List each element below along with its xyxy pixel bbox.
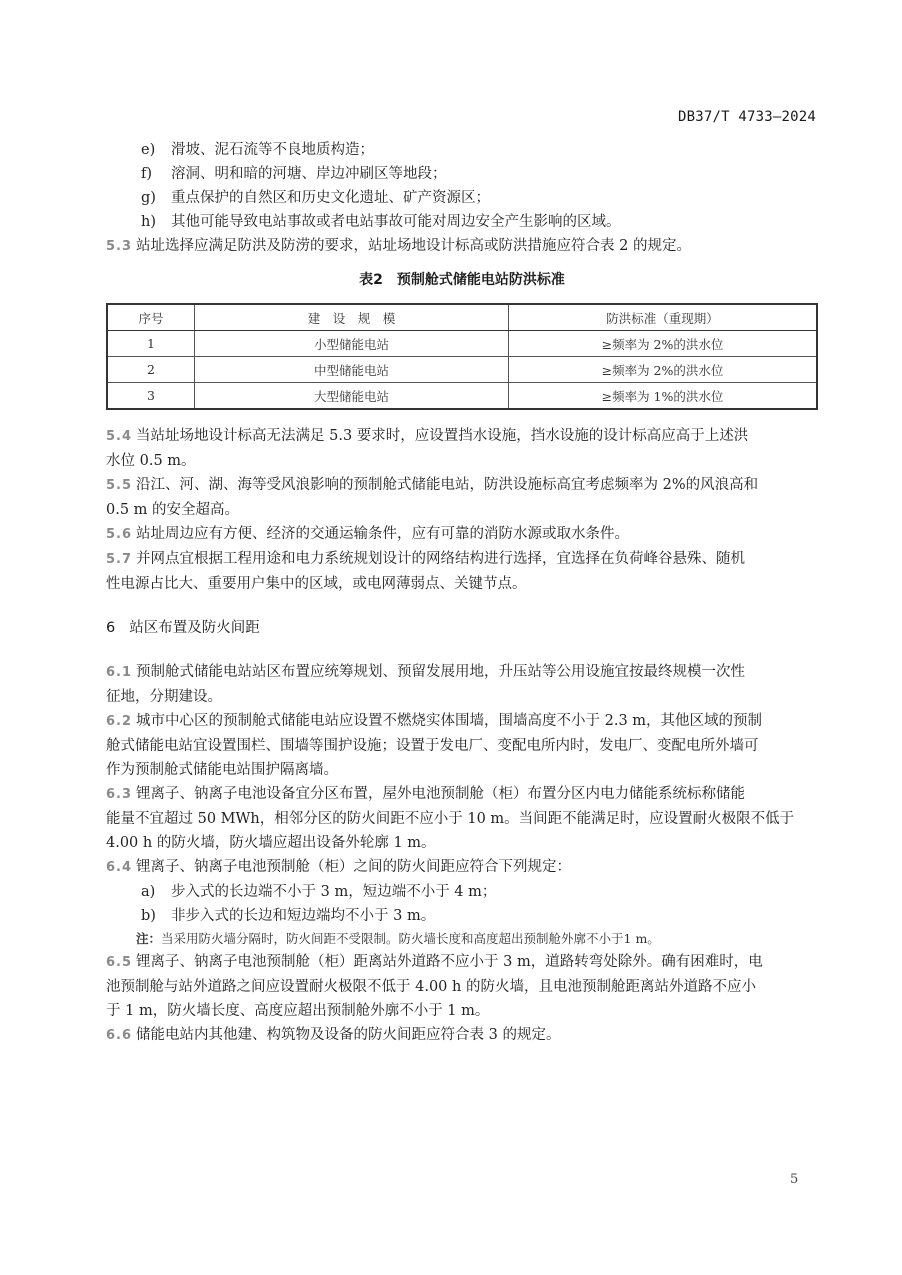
clause-6-2 (106, 709, 818, 782)
list-item (106, 138, 818, 162)
clause-text: 作为预制舱式储能电站围护隔离墙。 (106, 762, 338, 778)
list-text: 重点保护的自然区和历史文化遗址、矿产资源区； (171, 190, 490, 206)
clause-6-6 (106, 1023, 818, 1048)
list-marker: h) (141, 214, 156, 230)
table-cell: ≥频率为 2%的洪水位 (509, 357, 818, 383)
table-cell: 大型储能电站 (195, 383, 509, 410)
clause-number: 5.7 (106, 552, 133, 567)
clause-number: 5.4 (106, 429, 133, 444)
table-row (107, 383, 817, 410)
note (106, 928, 818, 950)
clause-text: 水位 0.5 m。 (106, 453, 196, 469)
table-cell: 中型储能电站 (195, 357, 509, 383)
section-heading-6 (106, 616, 818, 640)
clause-5-6 (106, 522, 818, 547)
column-header: 建 设 规 模 (195, 304, 509, 331)
clause-text: 储能电站内其他建、构筑物及设备的防火间距应符合表 3 的规定。 (136, 1027, 561, 1043)
list-text: 步入式的长边端不小于 3 m，短边端不小于 4 m； (171, 884, 497, 900)
clause-text: 池预制舱与站外道路之间应设置耐火极限不低于 4.00 h 的防火墙，且电池预制舱距离站外道路不应小 (106, 979, 756, 995)
clause-text: 锂离子、钠离子电池预制舱（柜）之间的防火间距应符合下列规定： (136, 859, 571, 875)
list-marker: g) (141, 190, 156, 206)
table-cell: 2 (107, 357, 195, 383)
clause-text: 当站址场地设计标高无法满足 5.3 要求时，应设置挡水设施，挡水设施的设计标高应高于上述洪 (136, 428, 749, 444)
column-header: 序号 (107, 304, 195, 331)
list-text: 滑坡、泥石流等不良地质构造； (171, 142, 374, 158)
section-number: 6 (106, 620, 116, 636)
clause-5-5 (106, 473, 818, 522)
clause-text: 舱式储能电站宜设置围栏、围墙等围护设施；设置于发电厂、变配电所内时，发电厂、变配电所外墙可 (106, 738, 759, 754)
clause-text: 沿江、河、湖、海等受风浪影响的预制舱式储能电站，防洪设施标高宜考虑频率为 2%的风浪高和 (136, 477, 759, 493)
clause-5-3 (106, 234, 818, 259)
table-caption (106, 269, 818, 289)
table-number: 表2 (359, 272, 383, 288)
table-row (107, 357, 817, 383)
list-marker: f) (141, 166, 153, 182)
clause-5-7 (106, 547, 818, 596)
page-number: 5 (790, 1172, 799, 1187)
note-text: 当采用防火墙分隔时，防火间距不受限制。防火墙长度和高度超出预制舱外廓不小于1 m。 (161, 931, 660, 946)
clause-text: 并网点宜根据工程用途和电力系统规划设计的网络结构进行选择，宜选择在负荷峰谷悬殊、随机 (136, 551, 745, 567)
clause-number: 5.5 (106, 478, 133, 493)
list-text: 溶洞、明和暗的河塘、岸边冲刷区等地段； (171, 166, 447, 182)
column-header: 防洪标准（重现期） (509, 304, 818, 331)
list-item (106, 186, 818, 210)
list-item (106, 162, 818, 186)
clause-6-4 (106, 855, 818, 880)
clause-number: 6.6 (106, 1028, 133, 1043)
table-cell: 3 (107, 383, 195, 410)
clause-text: 预制舱式储能电站站区布置应统筹规划、预留发展用地，升压站等公用设施宜按最终规模一次性 (136, 664, 745, 680)
list-item (106, 904, 818, 928)
table-cell: 1 (107, 331, 195, 357)
clause-text: 站址选择应满足防洪及防涝的要求，站址场地设计标高或防洪措施应符合表 2 的规定。 (136, 238, 691, 254)
clause-number: 6.1 (106, 665, 133, 680)
page-body (106, 138, 818, 1048)
table-cell: 小型储能电站 (195, 331, 509, 357)
clause-text: 锂离子、钠离子电池预制舱（柜）距离站外道路不应小于 3 m，道路转弯处除外。确有困难时，电 (136, 954, 763, 970)
clause-text: 锂离子、钠离子电池设备宜分区布置，屋外电池预制舱（柜）布置分区内电力储能系统标称储能 (136, 786, 745, 802)
clause-6-1 (106, 660, 818, 709)
clause-text: 4.00 h 的防火墙，防火墙应超出设备外轮廓 1 m。 (106, 835, 436, 851)
clause-text: 于 1 m，防火墙长度、高度应超出预制舱外廓不小于 1 m。 (106, 1003, 490, 1019)
list-item (106, 210, 818, 234)
list-marker: e) (141, 142, 156, 158)
list-text: 其他可能导致电站事故或者电站事故可能对周边安全产生影响的区域。 (171, 214, 621, 230)
clause-6-3 (106, 782, 818, 855)
clause-text: 站址周边应有方便、经济的交通运输条件，应有可靠的消防水源或取水条件。 (136, 526, 629, 542)
table-cell: ≥频率为 1%的洪水位 (509, 383, 818, 410)
clause-text: 性电源占比大、重要用户集中的区域，或电网薄弱点、关键节点。 (106, 576, 527, 592)
clause-number: 5.6 (106, 527, 133, 542)
clause-6-5 (106, 950, 818, 1023)
standard-code: DB37/T 4733—2024 (677, 109, 816, 125)
list-text: 非步入式的长边和短边端均不小于 3 m。 (171, 908, 436, 924)
table-cell: ≥频率为 2%的洪水位 (509, 331, 818, 357)
section-title: 站区布置及防火间距 (129, 620, 260, 636)
top-list (106, 138, 818, 234)
clause-number: 6.3 (106, 787, 133, 802)
clause-number: 6.4 (106, 860, 133, 875)
clause-number: 6.5 (106, 955, 133, 970)
clause-text: 城市中心区的预制舱式储能电站应设置不燃烧实体围墙，围墙高度不小于 2.3 m，其他区域的预制 (136, 713, 763, 729)
list-item (106, 880, 818, 904)
clause-number: 6.2 (106, 714, 133, 729)
table-header-row (107, 304, 817, 331)
flood-standard-table (106, 303, 818, 410)
clause-5-4 (106, 424, 818, 473)
table-title: 预制舱式储能电站防洪标准 (396, 272, 565, 288)
note-label: 注： (136, 931, 162, 946)
clause-text: 0.5 m 的安全超高。 (106, 502, 240, 518)
table-row (107, 331, 817, 357)
list-marker: a) (141, 884, 156, 900)
clause-text: 征地，分期建设。 (106, 689, 222, 705)
clause-number: 5.3 (106, 239, 133, 254)
clause-text: 能量不宜超过 50 MWh，相邻分区的防火间距不应小于 10 m。当间距不能满足时，应设置耐火极限不低于 (106, 811, 795, 827)
list-marker: b) (141, 908, 156, 924)
